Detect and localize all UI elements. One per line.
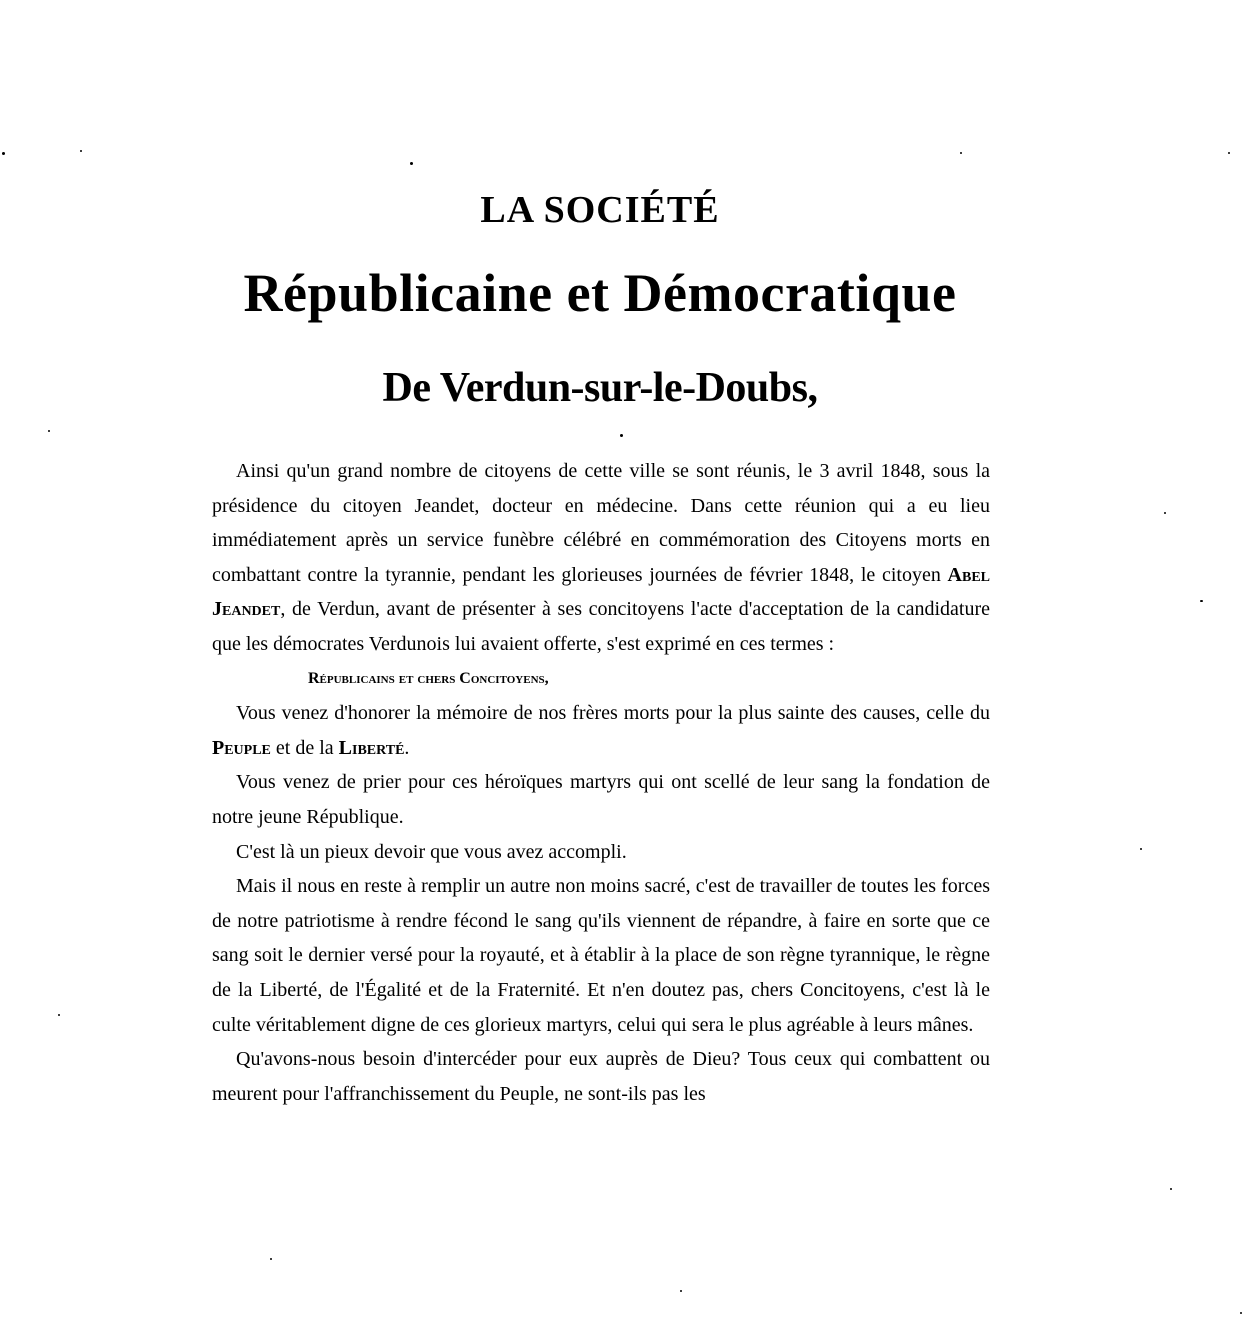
heading-verdun: De Verdun-sur-le-Doubs, xyxy=(382,365,818,411)
scan-speck xyxy=(1200,600,1203,602)
scan-speck xyxy=(1140,848,1142,850)
paragraph-sacred-task: Mais il nous en reste à remplir un autre non moins sacré, c'est de travailler de toutes les forces de notre patriotisme à rendre fécond le sang qu'ils viennent de répandre, à faire en sorte que ce sang soit le dernier versé pour la royauté, et à établir à la place de son règne tyrannique, le règne de la Liberté, de l'Égalité et de la Fraternité. Et n'en doutez pas, chers Concitoyens, c'est là le culte véritablement digne de ces glorieux martyrs, celui qui sera le plus agréable à leurs mânes. xyxy=(212,875,990,1036)
scan-speck xyxy=(620,434,623,437)
scan-speck xyxy=(80,150,82,152)
intro-text-end: , de Verdun, avant de présenter à ses concitoyens l'acte d'acceptation de la candidature que les démocrates Verdunois lui avaient offerte, s'est exprimé en ces termes : xyxy=(212,598,990,655)
paragraph-prayer: Vous venez de prier pour ces héroïques martyrs qui ont scellé de leur sang la fondation de notre jeune République. xyxy=(212,771,990,828)
scan-speck xyxy=(680,1290,682,1292)
scan-speck xyxy=(960,152,962,154)
scan-speck xyxy=(48,430,50,432)
word-liberte: Liberté xyxy=(338,736,405,759)
scan-speck xyxy=(2,152,5,155)
scan-speck xyxy=(1170,1188,1172,1190)
candidate-name: Abel Jeandet xyxy=(212,563,990,621)
paragraph-honor xyxy=(212,696,990,765)
heading-society: LA SOCIÉTÉ xyxy=(480,189,720,231)
salutation: Républicains et chers Concitoyens, xyxy=(308,669,549,687)
intro-paragraph xyxy=(212,454,990,662)
scan-speck xyxy=(1164,512,1166,514)
paragraph-intercede: Qu'avons-nous besoin d'intercéder pour eux auprès de Dieu? Tous ceux qui combattent ou meurent pour l'affranchissement du Peuple, ne sont-ils pas les xyxy=(212,1048,990,1105)
scan-speck xyxy=(270,1258,272,1260)
intro-text-start: Ainsi qu'un grand nombre de citoyens de cette ville se sont réunis, le 3 avril 1848, sous la présidence du citoyen Jeandet, docteur en médecine. Dans cette réunion qui a eu lieu immédiatement après un service funèbre célébré en commémoration des Citoyens morts en combattant contre la tyrannie, pendant les glorieuses journées de février 1848, le citoyen xyxy=(212,460,990,586)
paragraph-honor-start: Vous venez d'honorer la mémoire de nos frères morts pour la plus sainte des causes, celle du xyxy=(236,702,990,725)
paragraph-honor-mid: et de la xyxy=(270,736,339,759)
paragraph-duty: C'est là un pieux devoir que vous avez accompli. xyxy=(236,840,627,863)
scan-speck xyxy=(1240,1312,1242,1314)
scan-speck xyxy=(410,162,413,165)
heading-republican-democratic: Républicaine et Démocratique xyxy=(243,263,957,323)
document-body xyxy=(212,454,990,1111)
scan-speck xyxy=(1228,152,1230,154)
word-peuple: Peuple xyxy=(212,736,271,759)
paragraph-honor-end: . xyxy=(404,736,410,759)
scan-speck xyxy=(58,1014,60,1016)
